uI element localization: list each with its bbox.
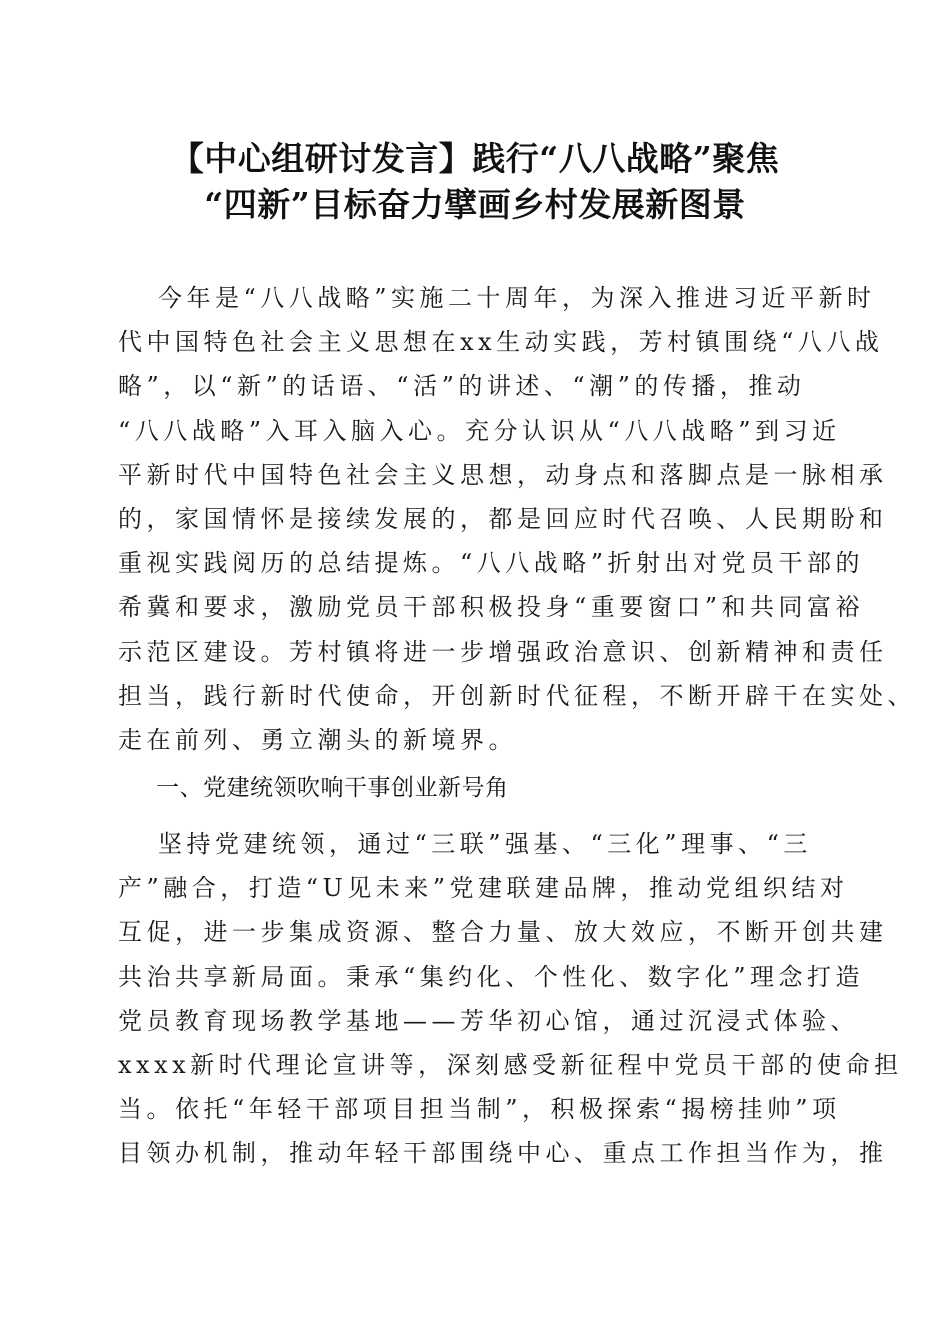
paragraph-line: “八八战略”入耳入脑入心。充分认识从“八八战略”到习近 — [118, 416, 841, 445]
paragraph-line: 希冀和要求，激励党员干部积极投身“重要窗口”和共同富裕 — [118, 593, 865, 622]
paragraph-line: 略”，以“新”的话语、“活”的讲述、“潮”的传播，推动 — [118, 372, 806, 401]
paragraph-intro — [118, 276, 916, 762]
paragraph-line: xxxx新时代理论宣讲等，深刻感受新征程中党员干部的使命担 — [118, 1050, 903, 1079]
paragraph-line: 的，家国情怀是接续发展的，都是回应时代召唤、人民期盼和 — [118, 504, 888, 533]
paragraph-line: 产”融合，打造“U见未来”党建联建品牌，推动党组织结对 — [118, 874, 849, 903]
paragraph-line: 目领办机制，推动年轻干部围绕中心、重点工作担当作为，推 — [118, 1139, 888, 1168]
title-line-2: “四新”目标奋力擘画乡村发展新图景 — [204, 185, 746, 224]
paragraph-line: 坚持党建统领，通过“三联”强基、“三化”理事、“三 — [158, 830, 812, 858]
paragraph-line: 代中国特色社会主义思想在xx生动实践，芳村镇围绕“八八战 — [118, 328, 884, 357]
paragraph-line: 走在前列、勇立潮头的新境界。 — [118, 725, 517, 754]
paragraph-line: 今年是“八八战略”实施二十周年，为深入推进习近平新时 — [158, 284, 876, 312]
document-title — [60, 136, 890, 228]
paragraph-line: 平新时代中国特色社会主义思想，动身点和落脚点是一脉相承 — [118, 460, 888, 489]
section-heading: 一、党建统领吹响干事创业新号角 — [156, 775, 509, 801]
paragraph-line: 互促，进一步集成资源、整合力量、放大效应，不断开创共建 — [118, 918, 888, 947]
paragraph-line: 重视实践阅历的总结提炼。“八八战略”折射出对党员干部的 — [118, 549, 865, 578]
paragraph-line: 当。依托“年轻干部项目担当制”，积极探索“揭榜挂帅”项 — [118, 1095, 841, 1124]
paragraph-line: 担当，践行新时代使命，开创新时代征程，不断开辟干在实处、 — [118, 681, 916, 710]
paragraph-line: 示范区建设。芳村镇将进一步增强政治意识、创新精神和责任 — [118, 637, 888, 666]
paragraph-line: 党员教育现场教学基地——芳华初心馆，通过沉浸式体验、 — [118, 1006, 859, 1035]
paragraph-line: 共治共享新局面。秉承“集约化、个性化、数字化”理念打造 — [118, 962, 865, 991]
title-line-1: 【中心组研讨发言】践行“八八战略”聚焦 — [170, 139, 780, 178]
paragraph-party-building — [118, 822, 903, 1176]
